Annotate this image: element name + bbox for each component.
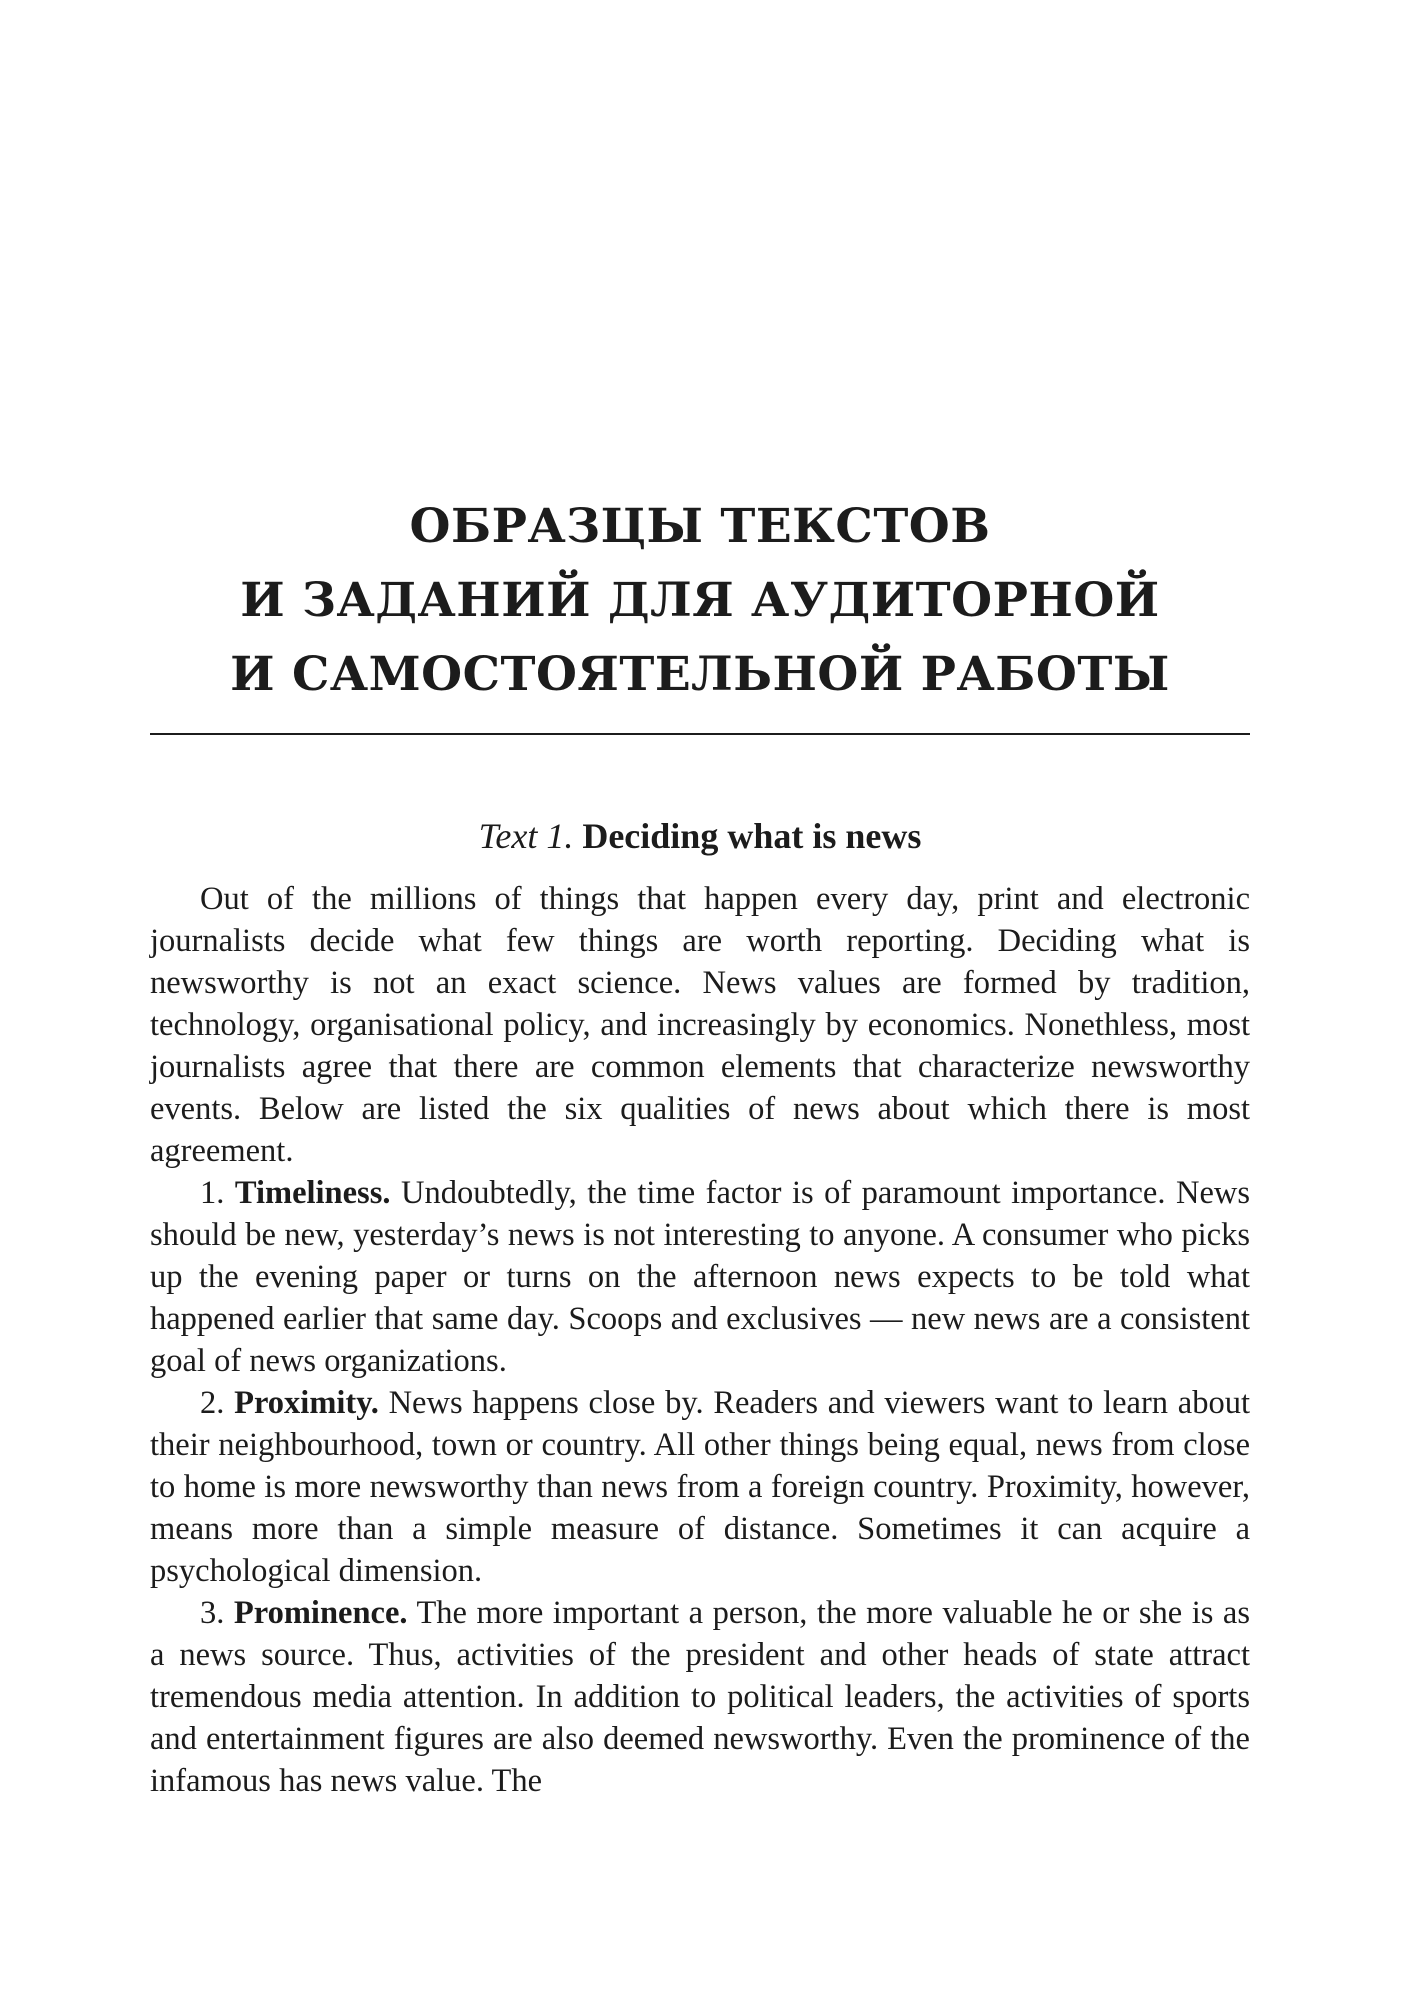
- item-text: Undoubtedly, the time factor is of paramount importance. News should be new, yesterday’s news is not interesting to anyone. A consumer who picks up the evening paper or turns on the afternoon news expects to be told what happened earlier that same day. Scoops and exclusives — new news are a consistent goal of news organizations.: [150, 1175, 1250, 1379]
- item-number: 2.: [200, 1385, 225, 1421]
- item-number: 1.: [200, 1175, 225, 1211]
- item-text: News happens close by. Readers and viewers want to learn about their neighbourhood, town or country. All other things being equal, news from close to home is more newsworthy than news from a foreign country. Proximity, however, means more than a simple measure of distance. Sometimes it can acquire a psychological dimension.: [150, 1385, 1250, 1589]
- text-body: [150, 878, 1250, 1802]
- text-number: Text 1.: [478, 816, 574, 856]
- chapter-title: [150, 490, 1250, 712]
- item-number: 3.: [200, 1595, 225, 1631]
- item-term: Prominence.: [233, 1595, 408, 1631]
- item-term: Proximity.: [234, 1385, 379, 1421]
- news-quality-item: [150, 1172, 1250, 1382]
- chapter-title-line-3: И САМОСТОЯТЕЛЬНОЙ РАБОТЫ: [230, 647, 1170, 702]
- chapter-title-line-1: ОБРАЗЦЫ ТЕКСТОВ: [409, 499, 991, 554]
- text-heading: [150, 812, 1250, 860]
- item-text: The more important a person, the more valuable he or she is as a news source. Thus, activities of the president and other heads of state attract tremendous media attention. In addition to political leaders, the activities of sports and entertainment figures are also deemed newsworthy. Even the prominence of the infamous has news value. The: [150, 1595, 1250, 1799]
- news-quality-item: [150, 1382, 1250, 1592]
- chapter-title-line-2: И ЗАДАНИЙ ДЛЯ АУДИТОРНОЙ: [240, 573, 1160, 628]
- news-quality-item: [150, 1592, 1250, 1802]
- intro-paragraph: Out of the millions of things that happen every day, print and electronic journalists decide what few things are worth reporting. Deciding what is newsworthy is not an exact science. News values are formed by tradition, technology, organisational policy, and increasingly by economics. Nonethless, most journalists agree that there are common elements that characterize newsworthy events. Below are listed the six qualities of news about which there is most agreement.: [150, 881, 1250, 1169]
- item-term: Timeliness.: [234, 1175, 391, 1211]
- title-divider: [150, 733, 1250, 735]
- text-title: Deciding what is news: [582, 816, 922, 856]
